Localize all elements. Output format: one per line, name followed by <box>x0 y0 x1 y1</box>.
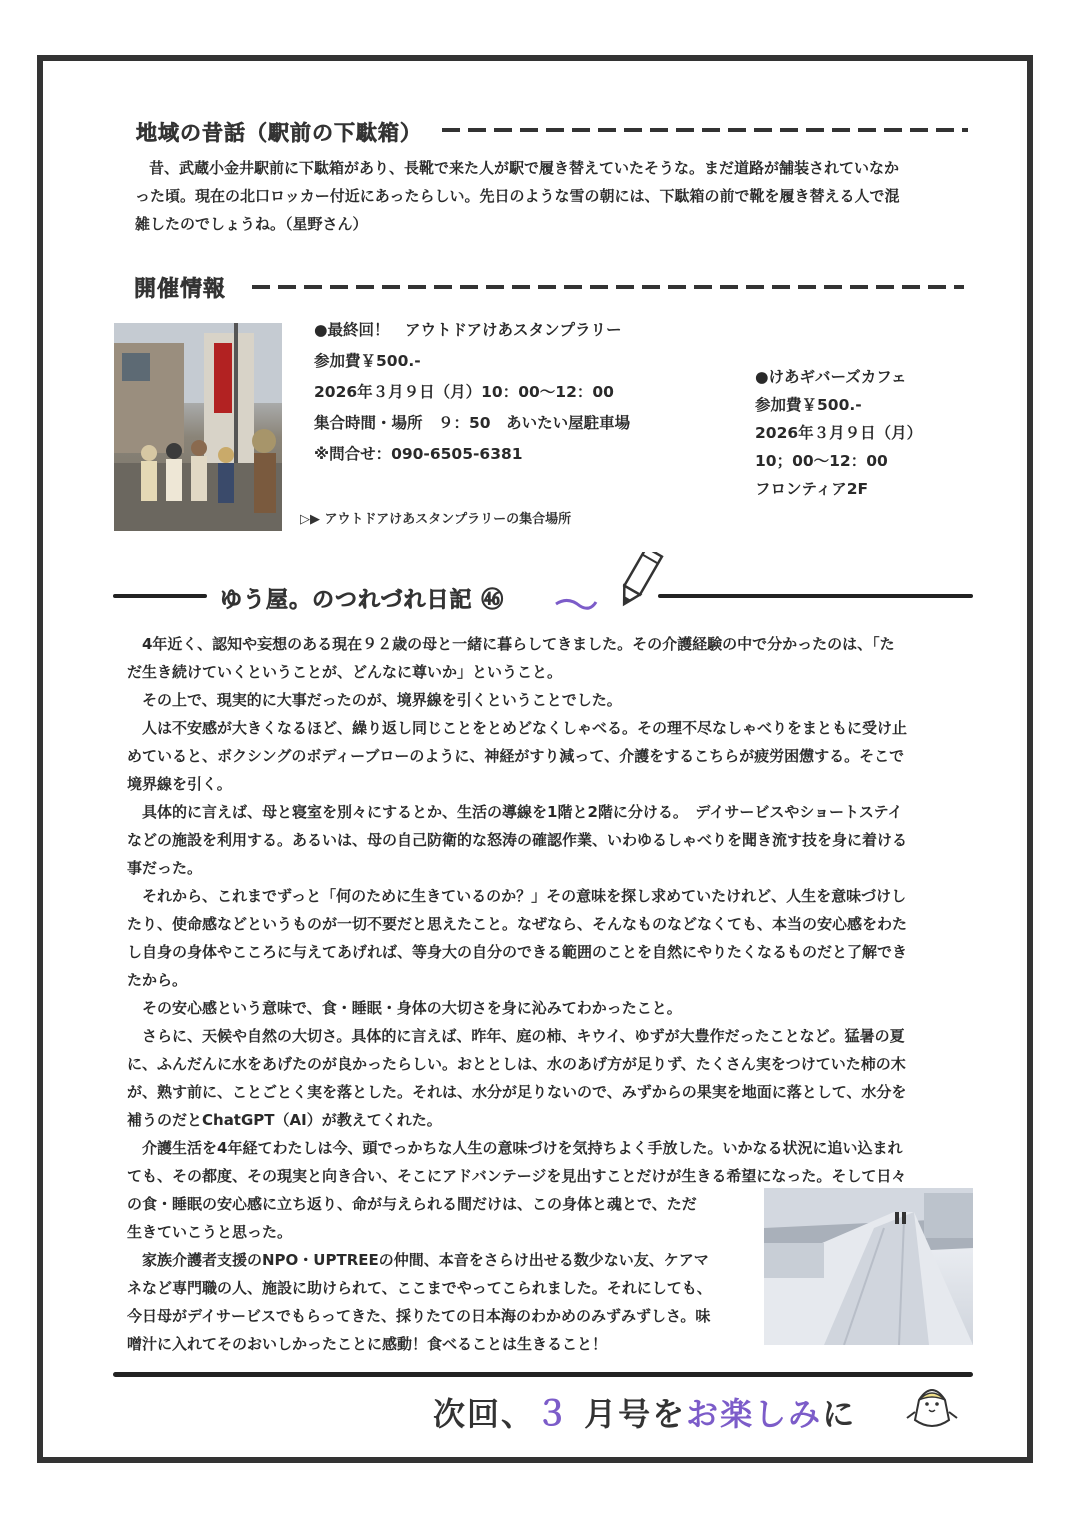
title-dashes <box>442 128 968 132</box>
text-line: 境界線を引く。 <box>127 775 232 793</box>
text-line: 事だった。 <box>127 859 203 877</box>
event1-date: 2026年３月９日（月）10：00〜12：00 <box>314 383 614 401</box>
event1-meeting: 集合時間・場所 ９：50 あいたい屋駐車場 <box>314 414 631 432</box>
text-line: その安心感という意味で、食・睡眠・身体の大切さを身に沁みてわかったこと。 <box>127 999 682 1017</box>
title-rule-right <box>658 594 973 598</box>
footer-month: ３ <box>535 1394 572 1434</box>
footer-rule <box>113 1372 973 1377</box>
text-line: だ生き続けていくということが、どんなに尊いか」ということ。 <box>127 663 563 681</box>
section-title-local-story: 地域の昔話（駅前の下駄箱） <box>136 121 422 145</box>
text-line: 今日母がデイサービスでもらってきた、採りたての日本海のわかめのみずみずしさ。味 <box>127 1307 711 1325</box>
text-line: それから、これまでずっと「何のために生きているのか？」その意味を探し求めていたけれど、人生を意味づけし <box>127 887 907 905</box>
text-line: ネなど専門職の人、施設に助けられて、ここまでやってこられました。それにしても、 <box>127 1279 712 1297</box>
event2-details <box>755 363 922 503</box>
snow-road-photo <box>764 1188 973 1345</box>
text-line: 介護生活を4年経てわたしは今、頭でっかちな人生の意味づけを気持ちよく手放した。いかなる状況に追い込まれ <box>127 1139 903 1157</box>
event1-contact: ※問合せ：090-6505-6381 <box>314 445 523 463</box>
footer-highlight: お楽しみ <box>686 1395 823 1433</box>
event1-title: ●最終回！ アウトドアけあスタンプラリー <box>314 321 622 339</box>
event2-title: ●けあギバーズカフェ <box>755 368 907 386</box>
text-line: 補うのだとChatGPT（AI）が教えてくれた。 <box>127 1111 442 1129</box>
footer-text-2: 月号を <box>571 1395 687 1433</box>
text-line: 具体的に言えば、母と寝室を別々にするとか、生活の導線を1階と2階に分ける。 デイサービスやショートステイ <box>127 803 903 821</box>
text-line: 昔、武蔵小金井駅前に下駄箱があり、長靴で来た人が駅で履き替えていたそうな。まだ道路が舗装されていなか <box>149 159 900 177</box>
mascot-icon <box>905 1380 959 1432</box>
event-photo <box>114 323 282 531</box>
text-line: などの施設を利用する。あるいは、母の自己防衛的な怒涛の確認作業、いわゆるしゃべりを聞き流す技を身に着ける <box>127 831 908 849</box>
text-line: 4年近く、認知や妄想のある現在９２歳の母と一緒に暮らしてきました。その介護経験の中で分かったのは、「た <box>127 635 895 653</box>
text-line: し自身の身体やこころに与えてあげれば、等身大の自分のできる範囲のことを自然にやりたくなるものだと了解でき <box>127 943 908 961</box>
title-dashes <box>252 285 964 289</box>
text-line: ても、その都度、その現実と向き合い、そこにアドバンテージを見出すことだけが生きる希望になった。そして日々 <box>127 1167 907 1185</box>
text-line: たり、使命感などというものが一切不要だと思えたこと。なぜなら、そんなものなどなくても、本当の安心感をわた <box>127 915 908 933</box>
event1-details <box>314 315 630 470</box>
text-line: った頃。現在の北口ロッカー付近にあったらしい。先日のような雪の朝には、下駄箱の前で靴を履き替える人で混 <box>135 187 900 205</box>
footer-text-3: に <box>822 1395 857 1433</box>
pencil-icon <box>548 552 668 618</box>
event2-time: 10；00〜12：00 <box>755 452 888 470</box>
text-line: 噌汁に入れてそのおいしかったことに感動！食べることは生きること！ <box>127 1335 608 1353</box>
section-title-diary: ゆう屋。のつれづれ日記 ㊻ <box>220 588 505 613</box>
text-line: 雑したのでしょうね。（星野さん） <box>135 215 368 233</box>
next-issue-footer <box>433 1386 856 1435</box>
local-story-text <box>135 154 965 238</box>
photo-caption: ▷▶ アウトドアけあスタンプラリーの集合場所 <box>300 512 572 527</box>
event2-place: フロンティア2F <box>755 480 869 498</box>
text-line: たから。 <box>127 971 188 989</box>
text-line: 生きていこうと思った。 <box>127 1223 293 1241</box>
text-line: めていると、ボクシングのボディーブローのように、神経がすり減って、介護をするこちらが疲労困憊する。そこで <box>127 747 905 765</box>
section-title-event-info: 開催情報 <box>134 277 227 302</box>
event1-fee: 参加費￥500.- <box>314 352 421 370</box>
photo-illustration <box>114 323 282 531</box>
text-line: さらに、天候や自然の大切さ。具体的に言えば、昨年、庭の柿、キウイ、ゆずが大豊作だったことなど。猛暑の夏 <box>127 1027 905 1045</box>
text-line: に、ふんだんに水をあげたのが良かったらしい。おととしは、水のあげ方が足りず、たくさん実をつけていた柿の木 <box>127 1055 906 1073</box>
text-line: その上で、現実的に大事だったのが、境界線を引くということでした。 <box>127 691 622 709</box>
text-line: 人は不安感が大きくなるほど、繰り返し同じことをとめどなくしゃべる。その理不尽なしゃべりをまともに受け止 <box>127 719 908 737</box>
text-line: 家族介護者支援のNPO・UPTREEの仲間、本音をさらけ出せる数少ない友、ケアマ <box>127 1251 709 1269</box>
photo-illustration <box>764 1188 973 1345</box>
event2-date: 2026年３月９日（月） <box>755 424 923 442</box>
event2-fee: 参加費￥500.- <box>755 396 862 414</box>
title-rule-left <box>113 594 207 598</box>
text-line: の食・睡眠の安心感に立ち返り、命が与えられる間だけは、この身体と魂とで、ただ <box>127 1195 697 1213</box>
footer-text-1: 次回、 <box>433 1395 536 1433</box>
text-line: が、熟す前に、ことごとく実を落とした。それは、水分が足りないので、みずからの果実を地面に落として、水分を <box>127 1083 907 1101</box>
